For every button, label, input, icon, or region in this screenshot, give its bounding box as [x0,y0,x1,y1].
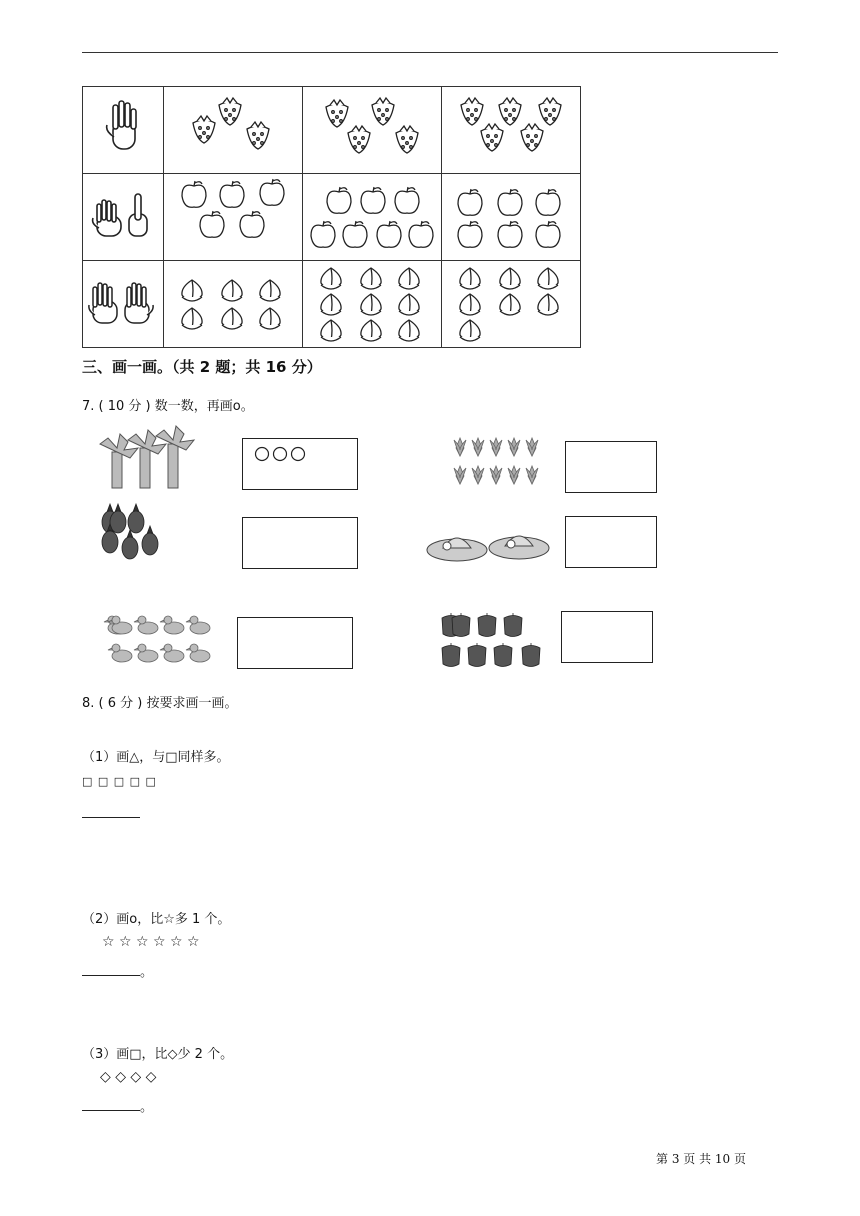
apple-icon [327,187,351,213]
q8-part3-answer [82,1096,153,1115]
apple-icon [220,181,244,207]
group-cell [442,261,581,348]
palm-tree-icon [96,426,200,488]
peach-icon [321,268,341,289]
apple-icon [409,221,433,247]
hand-six-fingers-icon [83,174,163,260]
strawberry-group [303,87,441,173]
q8-part2-shapes: ☆ ☆ ☆ ☆ ☆ ☆ [102,934,200,950]
apple-icon [498,189,522,215]
q8-part1-shapes: □ □ □ □ □ [82,775,157,788]
peach-group [303,261,441,347]
peach-icon [460,294,480,315]
strawberry-icon [326,100,348,127]
apple-icon [260,179,284,205]
answer-box[interactable] [242,438,358,490]
apple-group [303,174,441,260]
drawn-circles [253,445,323,465]
peach-icon [500,268,520,289]
peach-icon [500,294,520,315]
answer-line[interactable] [82,962,140,976]
peach-icon [222,280,242,301]
peach-icon [321,320,341,341]
group-cell [303,87,442,174]
strawberry-group [164,87,302,173]
apple-icon [200,211,224,237]
answer-line[interactable] [82,805,140,818]
hand-four-fingers-icon [83,87,163,173]
hand-cell [83,261,164,348]
strawberry-icon [247,122,269,149]
q8-part2-answer [82,961,153,980]
q7-header: 7. ( 10 分 ) 数一数，再画o。 [82,399,254,414]
peach-group [164,261,302,347]
apple-icon [377,221,401,247]
answer-end: 。 [140,1100,154,1115]
answer-end: 。 [140,965,154,980]
peach-icon [460,268,480,289]
strawberry-icon [396,126,418,153]
bell-pepper-icon [440,612,546,670]
apple-icon [536,221,560,247]
peach-icon [361,294,381,315]
strawberry-icon [461,98,483,125]
peach-icon [321,294,341,315]
q8-part1-label: （1）画△，与□同样多。 [82,750,230,765]
header-rule [82,52,778,53]
peach-icon [460,320,480,341]
strawberry-group [442,87,580,173]
peach-icon [361,320,381,341]
apple-icon [395,187,419,213]
table-row [83,174,581,261]
peach-icon [538,268,558,289]
apple-icon [182,181,206,207]
apple-icon [536,189,560,215]
group-cell [442,174,581,261]
group-cell [442,87,581,174]
apple-icon [458,189,482,215]
peach-icon [182,308,202,329]
strawberry-icon [348,126,370,153]
strawberry-icon [193,116,215,143]
apple-icon [458,221,482,247]
q8-part2-label: （2）画o，比☆多 1 个。 [82,912,231,927]
peach-group [442,261,580,347]
peach-icon [361,268,381,289]
q8-part3-label: （3）画□，比◇少 2 个。 [82,1047,234,1062]
answer-line[interactable] [82,1097,140,1111]
butterfly-icon [452,436,544,492]
apple-icon [343,221,367,247]
group-cell [164,174,303,261]
group-cell [164,87,303,174]
strawberry-icon [499,98,521,125]
strawberry-icon [481,124,503,151]
apple-icon [240,211,264,237]
strawberry-icon [372,98,394,125]
apple-group [164,174,302,260]
peach-icon [260,308,280,329]
answer-box[interactable] [242,517,358,569]
apple-icon [361,187,385,213]
hand-nine-fingers-icon [83,261,163,347]
answer-box[interactable] [561,611,653,663]
page-footer: 第 3 页 共 10 页 [656,1152,746,1166]
answer-box[interactable] [237,617,353,669]
strawberry-icon [521,124,543,151]
peach-icon [222,308,242,329]
peach-icon [182,280,202,301]
apple-icon [498,221,522,247]
section-title: 三、画一画。（共 2 题；共 16 分） [82,358,322,376]
table-row [83,87,581,174]
q8-header: 8. ( 6 分 ) 按要求画一画。 [82,696,238,711]
answer-box[interactable] [565,441,657,493]
counting-table [82,86,581,348]
answer-box[interactable] [565,516,657,568]
peach-icon [399,268,419,289]
apple-group [442,174,580,260]
sun-hat-icon [427,522,553,564]
peach-icon [538,294,558,315]
group-cell [303,174,442,261]
peach-icon [399,320,419,341]
q8-part3-shapes: ◇ ◇ ◇ ◇ [100,1069,157,1085]
group-cell [164,261,303,348]
apple-icon [311,221,335,247]
peach-icon [399,294,419,315]
hand-cell [83,87,164,174]
strawberry-icon [539,98,561,125]
hand-cell [83,174,164,261]
peach-icon [260,280,280,301]
table-row [83,261,581,348]
strawberry-icon [219,98,241,125]
duck-icon [106,614,216,670]
pineapple-icon [100,502,166,566]
group-cell [303,261,442,348]
